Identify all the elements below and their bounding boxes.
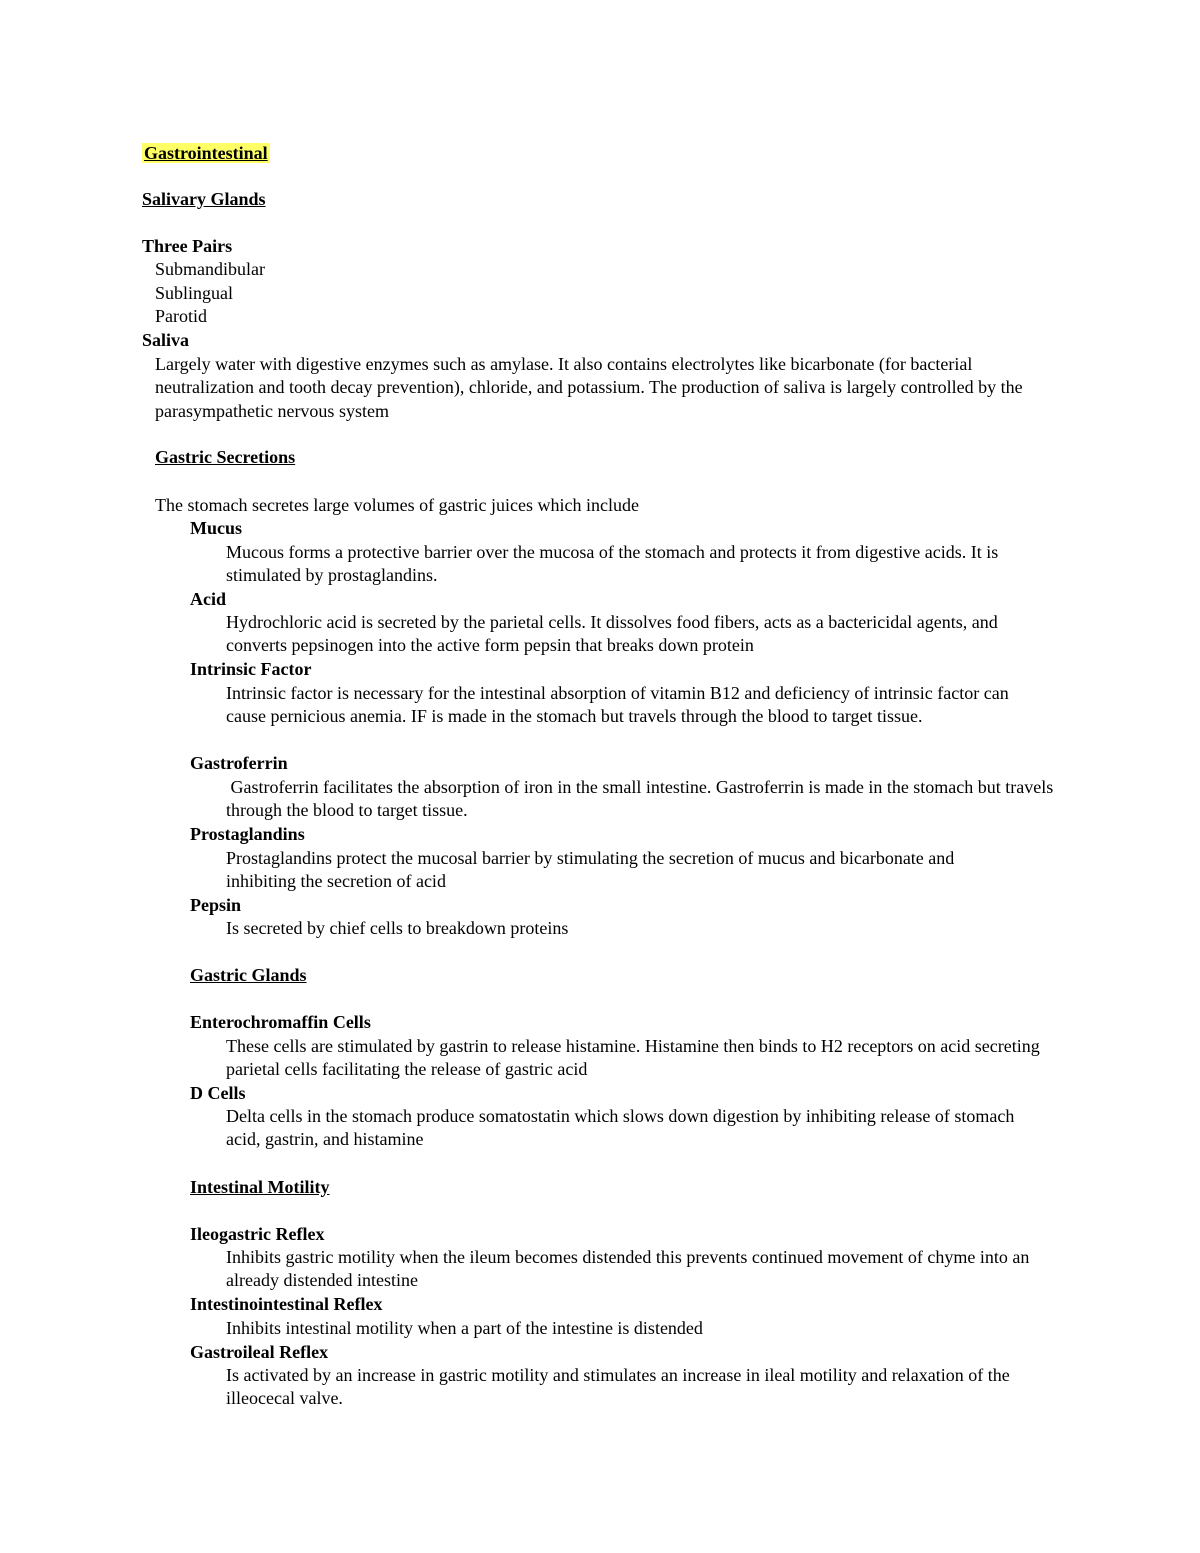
definition-enterochromaffin-cells: These cells are stimulated by gastrin to release histamine. Histamine then binds to H2 receptors on acid secreting parietal cells facilitating the release of gastric acid <box>226 1036 1040 1080</box>
definition-gastroileal-reflex: Is activated by an increase in gastric motility and stimulates an increase in ileal motility and relaxation of the illeocecal valve. <box>226 1365 1010 1409</box>
definition-mucus: Mucous forms a protective barrier over the mucosa of the stomach and protects it from digestive acids. It is stimulated by prostaglandins. <box>226 542 999 586</box>
document-title <box>142 142 270 165</box>
term-gastroileal-reflex: Gastroileal Reflex <box>190 1342 329 1362</box>
definition-intestinointestinal-reflex: Inhibits intestinal motility when a part of the intestine is distended <box>226 1318 703 1338</box>
definition-ileogastric-reflex: Inhibits gastric motility when the ileum becomes distended this prevents continued movement of chyme into an already distended intestine <box>226 1247 1030 1291</box>
title-highlight: Gastrointestinal <box>144 143 268 163</box>
term-prostaglandins: Prostaglandins <box>190 824 305 844</box>
section-heading-gastric-glands: Gastric Glands <box>190 965 307 985</box>
saliva-label: Saliva <box>142 330 190 350</box>
definition-intrinsic-factor: Intrinsic factor is necessary for the intestinal absorption of vitamin B12 and deficiency of intrinsic factor can cause pernicious anemia. IF is made in the stomach but travels through the blood to target tissue. <box>226 683 1009 727</box>
term-gastroferrin: Gastroferrin <box>190 753 288 773</box>
three-pairs-label: Three Pairs <box>142 236 233 256</box>
term-mucus: Mucus <box>190 518 243 538</box>
definition-d-cells: Delta cells in the stomach produce somatostatin which slows down digestion by inhibiting release of stomach acid, gastrin, and histamine <box>226 1106 1015 1150</box>
section-heading-gastric-secretions: Gastric Secretions <box>155 447 296 467</box>
term-pepsin: Pepsin <box>190 895 242 915</box>
definition-prostaglandins: Prostaglandins protect the mucosal barrier by stimulating the secretion of mucus and bicarbonate and inhibiting the secretion of acid <box>226 848 955 892</box>
gland-item: Sublingual <box>155 283 234 303</box>
gland-item: Submandibular <box>155 259 265 279</box>
term-ileogastric-reflex: Ileogastric Reflex <box>190 1224 325 1244</box>
term-intrinsic-factor: Intrinsic Factor <box>190 659 312 679</box>
term-enterochromaffin-cells: Enterochromaffin Cells <box>190 1012 371 1032</box>
term-intestinointestinal-reflex: Intestinointestinal Reflex <box>190 1294 383 1314</box>
section-heading-salivary-glands: Salivary Glands <box>142 189 266 209</box>
saliva-text: Largely water with digestive enzymes such as amylase. It also contains electrolytes like bicarbonate (for bacterial neutralization and tooth decay prevention), chloride, and potassium. The production of saliva is largely controlled by the parasympathetic nervous system <box>155 354 1023 421</box>
definition-acid: Hydrochloric acid is secreted by the parietal cells. It dissolves food fibers, acts as a bactericidal agents, and converts pepsinogen into the active form pepsin that breaks down protein <box>226 612 998 656</box>
definition-gastroferrin: Gastroferrin facilitates the absorption of iron in the small intestine. Gastroferrin is made in the stomach but travels through the blood to target tissue. <box>226 777 1058 821</box>
section-heading-intestinal-motility: Intestinal Motility <box>190 1177 330 1197</box>
term-d-cells: D Cells <box>190 1083 246 1103</box>
gastric-secretions-intro: The stomach secretes large volumes of gastric juices which include <box>155 495 640 515</box>
gland-item: Parotid <box>155 306 207 326</box>
term-acid: Acid <box>190 589 226 609</box>
definition-pepsin: Is secreted by chief cells to breakdown proteins <box>226 918 569 938</box>
